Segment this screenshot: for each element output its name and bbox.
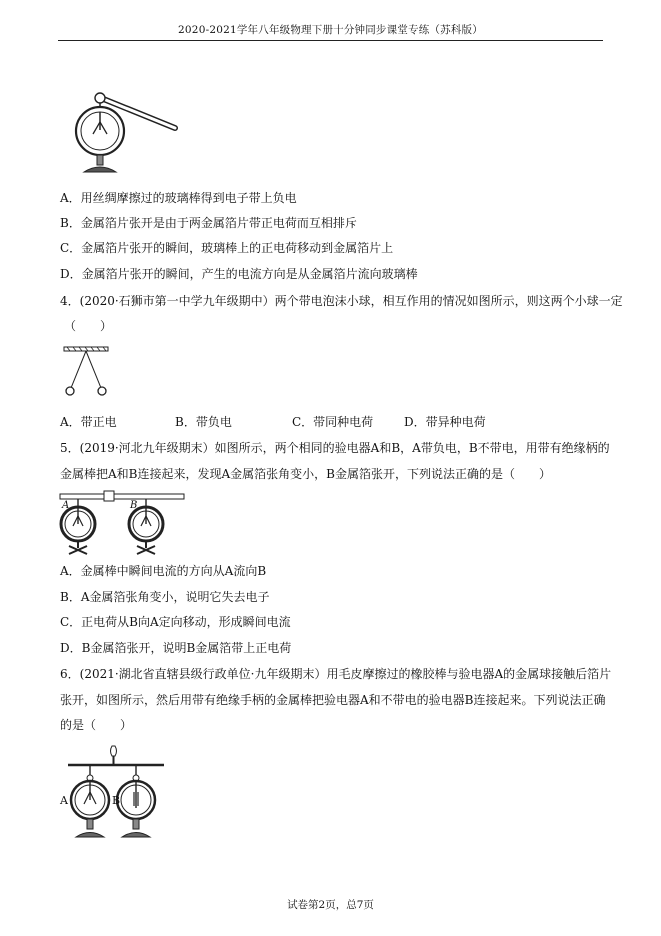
two-electroscopes-rod-figure xyxy=(58,488,188,558)
page-header: 2020-2021学年八年级物理下册十分钟同步课堂专练（苏科版） xyxy=(178,24,483,36)
q4-stem-line-2: （ ） xyxy=(64,319,113,333)
q5-fig-label-a: A xyxy=(62,500,70,511)
q5-option-b: B．A金属箔张角变小，说明它失去电子 xyxy=(60,590,270,604)
q5-fig-label-b: B xyxy=(130,500,138,511)
q5-stem-line-2: 金属棒把A和B连接起来，发现A金属箔张角变小，B金属箔张开，下列说法正确的是（ ） xyxy=(60,467,551,481)
electroscopes-handle-figure xyxy=(60,742,170,842)
hanging-balls-figure xyxy=(62,346,112,398)
q6-stem-line-2: 张开，如图所示，然后用带有绝缘手柄的金属棒把验电器A和不带电的验电器B连接起来。下列说法正确 xyxy=(60,693,606,707)
q5-stem-line-1: 5．(2019·河北九年级期末）如图所示，两个相同的验电器A和B，A带负电，B不带电，用带有绝缘柄的 xyxy=(60,441,610,455)
q5-option-a: A．金属棒中瞬间电流的方向从A流向B xyxy=(60,564,267,578)
q3-option-d: D．金属箔片张开的瞬间，产生的电流方向是从金属箔片流向玻璃棒 xyxy=(60,267,418,281)
q5-option-c: C．正电荷从B向A定向移动，形成瞬间电流 xyxy=(60,615,291,629)
q4-options-row xyxy=(60,414,486,430)
q4-option-a: A．带正电 xyxy=(60,415,117,429)
q5-option-d: D．B金属箔张开，说明B金属箔带上正电荷 xyxy=(60,641,292,655)
header-rule xyxy=(58,40,603,41)
q6-fig-label-b: B xyxy=(112,794,121,807)
q3-option-c: C．金属箔片张开的瞬间，玻璃棒上的正电荷移动到金属箔片上 xyxy=(60,241,394,255)
q4-option-d: D．带异种电荷 xyxy=(404,415,486,429)
q4-option-c: C．带同种电荷 xyxy=(292,415,374,429)
q6-stem-line-1: 6．(2021·湖北省直辖县级行政单位·九年级期末）用毛皮摩擦过的橡胶棒与验电器A的金属球接触后箔片 xyxy=(60,667,612,681)
q4-stem-line-1: 4．(2020·石狮市第一中学九年级期中）两个带电泡沫小球，相互作用的情况如图所示，则这两个小球一定 xyxy=(60,294,623,308)
q6-stem-line-3: 的是（ ） xyxy=(60,718,133,732)
page-footer: 试卷第2页，总7页 xyxy=(287,899,374,911)
q3-option-a: A．用丝绸摩擦过的玻璃棒得到电子带上负电 xyxy=(60,191,297,205)
q6-fig-label-a: A xyxy=(60,794,68,807)
electroscope-rod-figure xyxy=(68,86,180,178)
q4-option-b: B．带负电 xyxy=(175,415,232,429)
q3-option-b: B．金属箔片张开是由于两金属箔片带正电荷而互相排斥 xyxy=(60,216,357,230)
